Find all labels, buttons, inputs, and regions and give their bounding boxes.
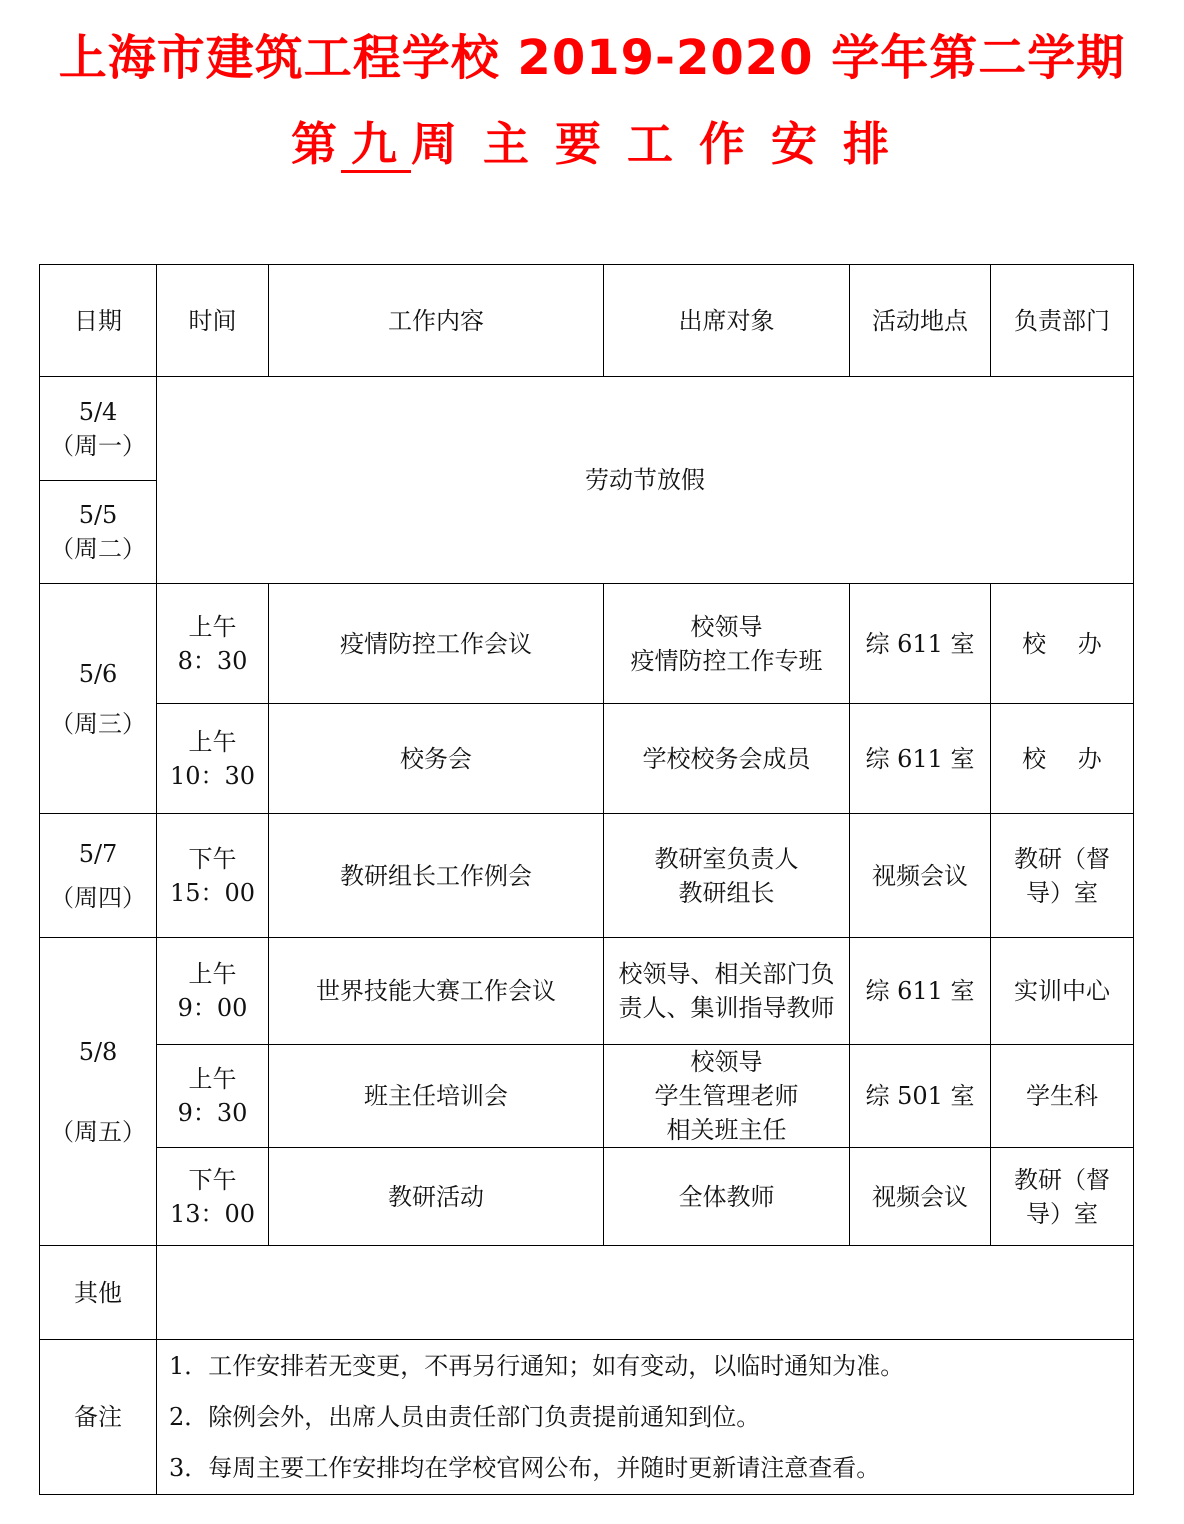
date-cell bbox=[40, 938, 157, 1246]
weekday-text: （周五） bbox=[50, 1117, 146, 1146]
date-cell bbox=[40, 814, 157, 938]
attendees-cell bbox=[604, 1045, 850, 1148]
attendees-cell bbox=[604, 938, 850, 1045]
header-time: 时间 bbox=[157, 265, 269, 377]
subtitle-char: 工 bbox=[627, 117, 677, 171]
time-clock: 9：00 bbox=[177, 994, 248, 1022]
time-period: 下午 bbox=[188, 1165, 237, 1194]
header-attendees: 出席对象 bbox=[604, 265, 850, 377]
header-date: 日期 bbox=[40, 265, 157, 377]
location-cell: 视频会议 bbox=[850, 1148, 991, 1246]
table-row bbox=[40, 704, 1134, 814]
other-label: 其他 bbox=[40, 1246, 157, 1340]
date-text: 5/6 bbox=[78, 659, 118, 688]
dept-cell: 学生科 bbox=[991, 1045, 1134, 1148]
location-cell: 综 611 室 bbox=[850, 584, 991, 704]
header-dept: 负责部门 bbox=[991, 265, 1134, 377]
content-cell: 教研活动 bbox=[269, 1148, 604, 1246]
time-clock: 10：30 bbox=[169, 761, 256, 790]
date-text: 5/5 bbox=[78, 501, 118, 529]
time-period: 上午 bbox=[188, 1065, 237, 1093]
time-period: 上午 bbox=[188, 727, 237, 756]
subtitle-prefix: 第 bbox=[291, 117, 341, 171]
dept-cell: 校 办 bbox=[991, 704, 1134, 814]
page-title: 上海市建筑工程学校 2019-2020 学年第二学期 bbox=[58, 30, 1126, 86]
subtitle-char: 排 bbox=[843, 117, 893, 171]
attendee-line: 校领导、相关部门负 bbox=[618, 960, 835, 988]
header-location: 活动地点 bbox=[850, 265, 991, 377]
subtitle-char: 作 bbox=[699, 117, 749, 171]
schedule-table bbox=[39, 264, 1134, 1495]
dept-cell bbox=[991, 814, 1134, 938]
remarks-label: 备注 bbox=[40, 1340, 157, 1495]
header-row bbox=[40, 265, 1134, 377]
subtitle-char: 要 bbox=[555, 117, 605, 171]
time-clock: 13：00 bbox=[169, 1199, 256, 1228]
weekday-text: （周二） bbox=[50, 535, 146, 563]
content-cell: 班主任培训会 bbox=[269, 1045, 604, 1148]
dept-cell: 实训中心 bbox=[991, 938, 1134, 1045]
week-number: 九 bbox=[341, 118, 411, 173]
location-cell: 综 501 室 bbox=[850, 1045, 991, 1148]
time-cell bbox=[157, 584, 269, 704]
dept-cell bbox=[991, 1148, 1134, 1246]
time-cell bbox=[157, 814, 269, 938]
attendee-line: 校领导 bbox=[690, 612, 763, 641]
content-cell: 疫情防控工作会议 bbox=[269, 584, 604, 704]
dept-line: 导）室 bbox=[1026, 878, 1098, 907]
time-cell bbox=[157, 1045, 269, 1148]
content-cell: 校务会 bbox=[269, 704, 604, 814]
time-clock: 8：30 bbox=[177, 646, 248, 675]
time-clock: 9：30 bbox=[177, 1099, 248, 1127]
date-text: 5/8 bbox=[78, 1037, 118, 1066]
attendees-cell bbox=[604, 814, 850, 938]
dept-line: 导）室 bbox=[1026, 1199, 1098, 1228]
dept-line: 教研（督 bbox=[1014, 1165, 1110, 1194]
table-row bbox=[40, 938, 1134, 1045]
attendee-line: 学生管理老师 bbox=[654, 1082, 799, 1110]
other-row bbox=[40, 1246, 1134, 1340]
attendee-line: 教研室负责人 bbox=[654, 844, 799, 873]
time-cell bbox=[157, 704, 269, 814]
table-row bbox=[40, 377, 1134, 481]
attendees-cell: 全体教师 bbox=[604, 1148, 850, 1246]
header-content: 工作内容 bbox=[269, 265, 604, 377]
weekday-text: （周一） bbox=[50, 431, 146, 460]
date-cell bbox=[40, 481, 157, 584]
subtitle-char: 周 bbox=[411, 117, 461, 171]
time-clock: 15：00 bbox=[169, 878, 256, 907]
remark-item: 2．除例会外，出席人员由责任部门负责提前通知到位。 bbox=[169, 1402, 761, 1431]
time-cell bbox=[157, 1148, 269, 1246]
subtitle-char: 主 bbox=[483, 117, 533, 171]
attendee-line: 疫情防控工作专班 bbox=[630, 646, 823, 675]
content-cell: 世界技能大赛工作会议 bbox=[269, 938, 604, 1045]
location-cell: 视频会议 bbox=[850, 814, 991, 938]
attendees-cell bbox=[604, 584, 850, 704]
remark-item: 1．工作安排若无变更，不再另行通知；如有变动，以临时通知为准。 bbox=[169, 1351, 905, 1380]
attendee-line: 教研组长 bbox=[678, 878, 775, 907]
remark-item: 3．每周主要工作安排均在学校官网公布，并随时更新请注意查看。 bbox=[169, 1453, 881, 1482]
date-text: 5/7 bbox=[78, 839, 118, 868]
weekday-text: （周四） bbox=[50, 883, 146, 912]
table-row bbox=[40, 1045, 1134, 1148]
date-cell bbox=[40, 584, 157, 814]
time-period: 下午 bbox=[188, 844, 237, 873]
location-cell: 综 611 室 bbox=[850, 704, 991, 814]
content-cell: 教研组长工作例会 bbox=[269, 814, 604, 938]
subtitle-char: 安 bbox=[771, 117, 821, 171]
dept-cell: 校 办 bbox=[991, 584, 1134, 704]
attendee-line: 相关班主任 bbox=[666, 1116, 787, 1144]
attendee-line: 校领导 bbox=[690, 1048, 763, 1076]
date-text: 5/4 bbox=[78, 397, 118, 426]
date-cell bbox=[40, 377, 157, 481]
time-cell bbox=[157, 938, 269, 1045]
table-row bbox=[40, 1148, 1134, 1246]
table-row bbox=[40, 814, 1134, 938]
time-period: 上午 bbox=[188, 960, 237, 988]
holiday-cell: 劳动节放假 bbox=[157, 377, 1134, 584]
dept-line: 教研（督 bbox=[1014, 844, 1110, 873]
remarks-content bbox=[157, 1340, 1134, 1495]
page-subtitle bbox=[0, 112, 1184, 176]
weekday-text: （周三） bbox=[50, 709, 146, 738]
attendee-line: 责人、集训指导教师 bbox=[618, 994, 835, 1022]
table-row bbox=[40, 584, 1134, 704]
other-content bbox=[157, 1246, 1134, 1340]
time-period: 上午 bbox=[188, 612, 237, 641]
attendees-cell: 学校校务会成员 bbox=[604, 704, 850, 814]
remarks-row bbox=[40, 1340, 1134, 1495]
location-cell: 综 611 室 bbox=[850, 938, 991, 1045]
